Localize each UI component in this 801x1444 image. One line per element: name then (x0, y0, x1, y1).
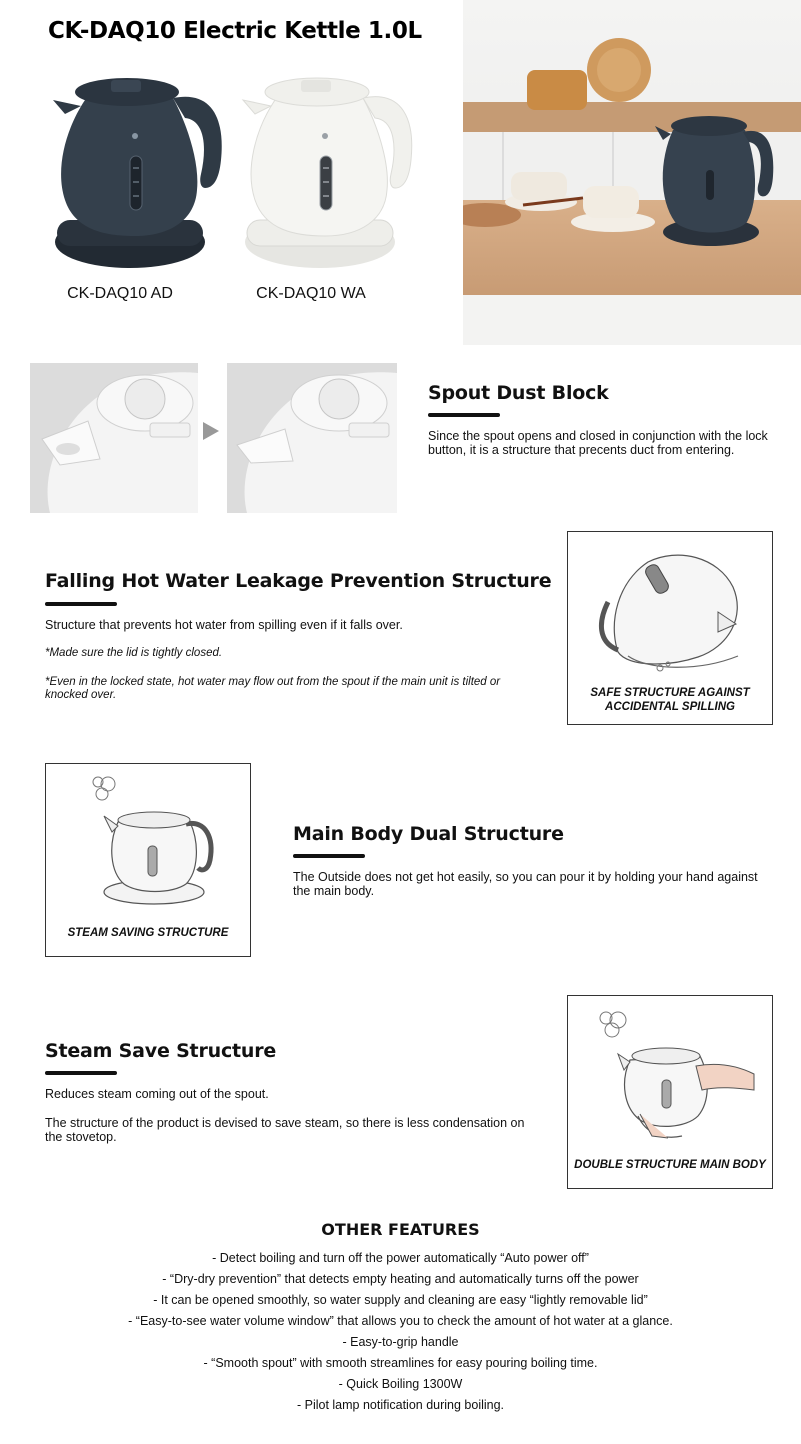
feature-item: - Pilot lamp notification during boiling. (296, 1398, 505, 1412)
feature-item: - Detect boiling and turn off the power automatically “Auto power off” (212, 1251, 589, 1265)
steam-saving-illustration-box (45, 763, 251, 957)
steam-title-underline (45, 1071, 117, 1075)
hand-kettle-illustration (568, 996, 772, 1146)
leakage-title-underline (45, 602, 117, 606)
steam-save-text-2: The structure of the product is devised to save steam, so there is less condensation on the stovetop. (45, 1116, 525, 1144)
lifestyle-photo (463, 0, 801, 345)
kettle-white-caption: CK-DAQ10 WA (256, 285, 366, 302)
feature-item: - Quick Boiling 1300W (338, 1377, 463, 1391)
steam-kettle-illustration (46, 764, 250, 914)
spout-dust-block-text: Since the spout opens and closed in conjunction with the lock button, it is a structure that precents duct from entering. (428, 429, 768, 457)
feature-item: - Easy-to-grip handle (342, 1335, 459, 1349)
spill-illustration-box (567, 531, 773, 725)
spout-closed-image (227, 363, 397, 513)
double-structure-caption: DOUBLE STRUCTURE MAIN BODY (574, 1159, 766, 1171)
dual-structure-title: Main Body Dual Structure (293, 823, 564, 845)
page-title: CK-DAQ10 Electric Kettle 1.0L (48, 18, 422, 44)
dual-structure-text: The Outside does not get hot easily, so you can pour it by holding your hand against the main body. (293, 870, 758, 898)
feature-item: - “Smooth spout” with smooth streamlines for easy pouring boiling time. (203, 1356, 598, 1370)
steam-saving-caption: STEAM SAVING STRUCTURE (67, 927, 229, 939)
feature-item: - “Easy-to-see water volume window” that allows you to check the amount of hot water at a glance. (128, 1314, 673, 1328)
leakage-note-lid: *Made sure the lid is tightly closed. (45, 647, 223, 659)
double-structure-illustration-box (567, 995, 773, 1189)
spout-open-image (30, 363, 198, 513)
leakage-note-locked: *Even in the locked state, hot water may flow out from the spout if the main unit is tilted or knocked over. (45, 676, 501, 701)
steam-save-text-1: Reduces steam coming out of the spout. (45, 1087, 269, 1101)
feature-item: - “Dry-dry prevention” that detects empty heating and automatically turns off the power (162, 1272, 639, 1286)
kettle-dark-caption: CK-DAQ10 AD (67, 285, 173, 302)
kettle-white-image (235, 70, 420, 270)
other-features-list (0, 1248, 801, 1416)
tipped-kettle-illustration (568, 532, 772, 682)
leakage-prevention-text: Structure that prevents hot water from spilling even if it falls over. (45, 618, 403, 632)
spill-illustration-caption: SAFE STRUCTURE AGAINST ACCIDENTAL SPILLING (590, 687, 750, 713)
kettle-dark-image (45, 70, 230, 270)
dual-title-underline (293, 854, 365, 858)
arrow-right-icon (203, 422, 219, 440)
steam-save-title: Steam Save Structure (45, 1040, 277, 1062)
spout-title-underline (428, 413, 500, 417)
spout-dust-block-title: Spout Dust Block (428, 382, 609, 404)
other-features-heading: OTHER FEATURES (321, 1220, 480, 1239)
feature-item: - It can be opened smoothly, so water supply and cleaning are easy “lightly removable lid” (153, 1293, 648, 1307)
leakage-prevention-title: Falling Hot Water Leakage Prevention Structure (45, 570, 552, 592)
